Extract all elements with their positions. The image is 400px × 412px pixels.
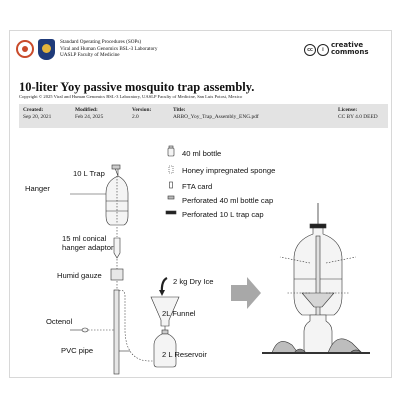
octenol-sachet-icon (70, 328, 114, 332)
label-humid-gauze: Humid gauze (57, 271, 102, 280)
label-octenol: Octenol (46, 317, 73, 326)
meta-modified-label: Modified: (75, 107, 98, 113)
label-fta-card: FTA card (182, 182, 213, 191)
document-page (9, 30, 392, 378)
bottle-40ml-icon (168, 146, 174, 156)
cc-word-creative: creative (331, 41, 364, 49)
bottle-cap-icon (168, 196, 174, 199)
label-honey-sponge: Honey impregnated sponge (182, 166, 276, 175)
meta-license-value: CC BY 4.0 DEED (338, 113, 378, 120)
label-hanger: Hanger (25, 184, 50, 193)
conical-adaptor-icon (114, 238, 120, 258)
label-funnel: 2L Funnel (162, 309, 196, 318)
meta-title-value: ARBO_Yoy_Trap_Assembly_ENG.pdf (173, 113, 259, 120)
attribution-icon: i (317, 44, 329, 56)
assembled-trap (280, 203, 356, 353)
sponge-icon (169, 166, 173, 173)
meta-created-value: Sep 20, 2021 (23, 113, 52, 120)
header-line-2: Viral and Human Genomics BSL-3 Laboratory (60, 45, 158, 52)
meta-license-label: License: (338, 107, 358, 113)
document-title: 10-liter Yoy passive mosquito trap assembly. (19, 80, 255, 94)
cc-word-commons: commons (331, 47, 369, 56)
meta-modified-value: Feb 24, 2025 (75, 113, 104, 120)
header-line-1: Standard Operating Procedures (SOPs) (60, 39, 142, 45)
pvc-pipe-icon (114, 290, 119, 374)
fta-card-icon (170, 182, 173, 188)
copyright-notice: Copyright © 2025 Viral and Human Genomics BSL-3 Laboratory, UASLP Faculty of Medicine, San Luis Potosi, Mexico (19, 94, 243, 99)
meta-version-value: 2.0 (132, 113, 139, 120)
label-bottle-cap: Perforated 40 ml bottle cap (182, 196, 274, 205)
meta-version-label: Version: (132, 107, 152, 113)
label-conical-adaptor: 15 ml conical hanger adaptor (62, 234, 114, 252)
humid-gauze-icon (111, 269, 123, 280)
assembly-arrow (231, 277, 261, 309)
ten-liter-trap-bottle (106, 165, 128, 225)
reservoir-bottle (154, 330, 176, 367)
label-bottle-40ml: 40 ml bottle (182, 149, 222, 158)
meta-title-label: Title: (173, 107, 186, 113)
header-line-3: UASLP Faculty of Medicine (60, 52, 120, 59)
trap-cap-icon (166, 211, 176, 214)
label-reservoir: 2 L Reservoir (162, 350, 207, 359)
meta-created-label: Created: (23, 107, 44, 113)
label-dry-ice: 2 kg Dry Ice (173, 277, 214, 286)
label-trap-cap: Perforated 10 L trap cap (182, 210, 264, 219)
label-pvc-pipe: PVC pipe (61, 346, 94, 355)
cc-icon: cc (304, 44, 316, 56)
label-10l-trap: 10 L Trap (73, 169, 105, 178)
